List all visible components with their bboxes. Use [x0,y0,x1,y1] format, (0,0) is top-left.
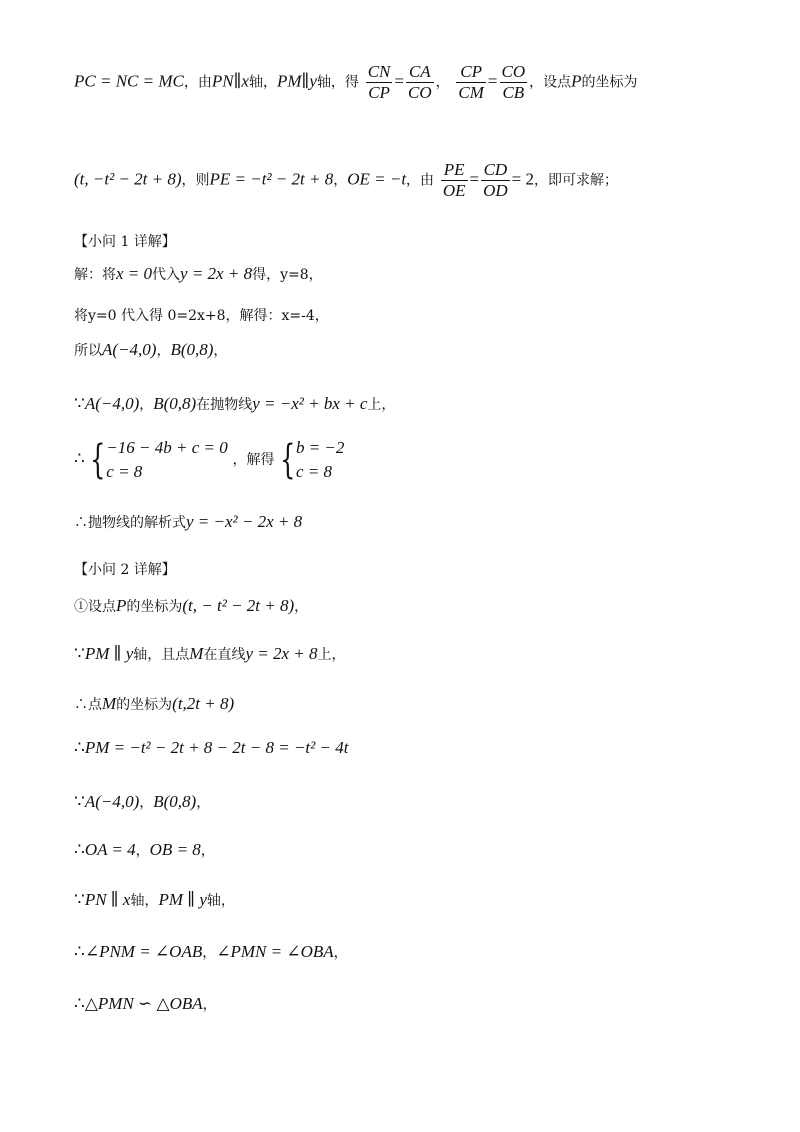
sec2-line-6: ∴OA = 4，OB = 8， [74,840,215,859]
left-brace-icon: { [89,437,106,483]
fraction-ca-co: $\frac{CA}{CO}$ [408,62,432,102]
fraction-pe-oe: $\frac{PE}{OE}$ [442,160,466,200]
sec2-line-9: ∴△PMN ∽ △OBA， [74,994,217,1013]
solution-line-2: (t, −t² − 2t + 8)，则PE = −t² − 2t + 8，OE = −t，由 $\frac{PE}{OE}$ = $\frac{CD}{OD}$ = 2，即可求解； [74,160,618,200]
section-1-title: 【小问 1 详解】 [74,234,176,250]
sec2-line-3: ∴点M的坐标为(t,2t + 8) [74,694,235,713]
sec2-line-1: ①设点P的坐标为(t, − t² − 2t + 8)， [74,596,309,615]
sec2-line-8: ∴∠PNM = ∠OAB，∠PMN = ∠OBA， [74,942,348,961]
sec1-line-4: ∵A(−4,0)，B(0,8)在抛物线y = −x² + bx + c上， [74,394,396,413]
fraction-cp-cm: $\frac{CP}{CM}$ [458,62,484,102]
point-p-coordinate: (t, −t² − 2t + 8) [74,169,182,189]
system-rows: −16 − 4b + c = 0 c = 8 [106,438,228,481]
sec2-line-4: ∴PM = −t² − 2t + 8 − 2t − 8 = −t² − 4t [74,738,349,757]
sec2-line-7: ∵PN ∥ x轴，PM ∥ y轴， [74,890,235,909]
fraction-cn-cp: $\frac{CN}{CP}$ [367,62,391,102]
solution-line-1: PC = NC = MC，由PN∥x轴，PM∥y轴，得 $\frac{CN}{CP}$ = $\frac{CA}{CO}$ ， $\frac{CP}{CM}$ = $\frac{CO}{CB}$ ，设点P的坐标为 [74,62,638,102]
sec2-line-2: ∵PM ∥ y轴，且点M在直线y = 2x + 8上， [74,644,346,663]
solution-rows: b = −2 c = 8 [295,438,345,481]
fraction-cd-od: $\frac{CD}{OD}$ [483,160,508,200]
sec2-line-5: ∵A(−4,0)，B(0,8)， [74,792,211,811]
left-brace-icon: { [279,437,295,483]
equal-segments: PC = NC = MC [74,71,184,91]
sec1-line-1: 解：将x = 0代入y = 2x + 8得，y=8， [74,264,323,283]
sec1-equation-system: ∴ {−16 − 4b + c = 0 c = 8 ，解得 {b = −2 c = 8 [74,437,345,483]
sec1-line-6: ∴抛物线的解析式y = −x² − 2x + 8 [74,512,303,531]
sec1-line-2: 将y=0 代入得 0=2x+8，解得：x=-4， [74,308,329,324]
fraction-co-cb: $\frac{CO}{CB}$ [501,62,526,102]
sec1-line-3: 所以A(−4,0)，B(0,8)， [74,340,228,359]
section-2-title: 【小问 2 详解】 [74,562,176,578]
